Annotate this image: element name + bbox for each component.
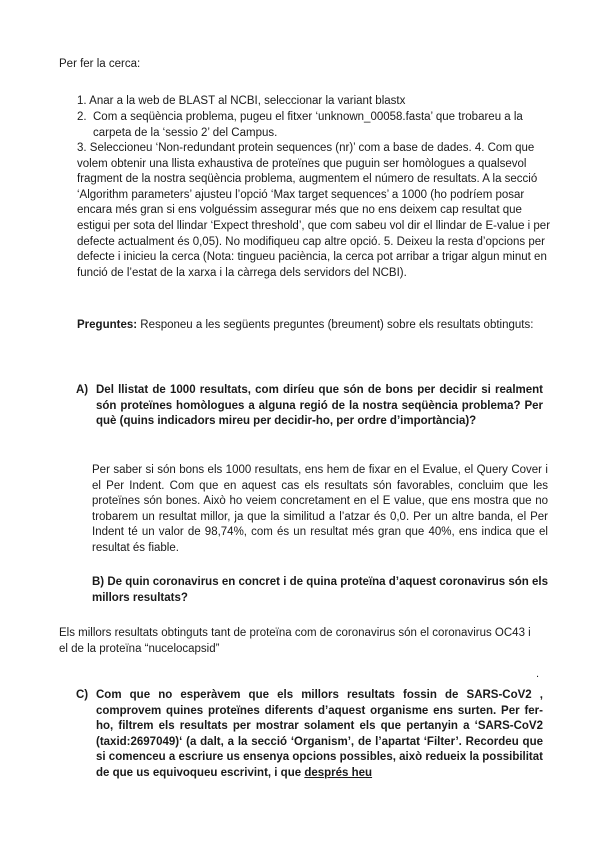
preguntes-paragraph (77, 318, 547, 334)
step-2-number: 2. (77, 111, 87, 123)
step-2 (77, 110, 557, 141)
intro-heading: Per fer la cerca: (59, 58, 141, 70)
question-a-text: Del llistat de 1000 resultats, com diríeu que són de bons per decidir si realment són proteïnes homòlogues a alguna regió de la nostra seqüència problema? Per què (quins indicadors mireu per decidir-ho, per ordre d’importància)? (96, 384, 543, 428)
question-b: B) De quin coronavirus en concret i de quina proteïna d’aquest coronavirus són els millors resultats? (92, 576, 548, 604)
preguntes-label: Preguntes: (77, 319, 138, 331)
question-c-underlined: després heu (304, 766, 373, 779)
answer-b: Els millors resultats obtinguts tant de proteïna com de coronavirus són el coronavirus OC43 i el de la proteïna “nucelocapsid” (59, 627, 531, 655)
question-c-letter: C) (76, 689, 89, 701)
step-1-number: 1. (77, 95, 87, 107)
step-1-text: Anar a la web de BLAST al NCBI, seleccionar la variant blastx (89, 95, 406, 107)
stray-dot: . (536, 668, 540, 680)
question-a (76, 383, 545, 430)
preguntes-text: Responeu a les següents preguntes (breument) sobre els resultats obtinguts: (137, 319, 534, 331)
step-1 (77, 94, 557, 110)
step-2-text: Com a seqüència problema, pugeu el fitxer ‘unknown_00058.fasta’ que trobareu a la carpeta de la ‘sessio 2’ del Campus. (93, 111, 523, 139)
answer-a: Per saber si són bons els 1000 resultats, ens hem de fixar en el Evalue, el Query Cover i el Per Indent. Com que en aquest cas els resultats són favorables, concluim que les proteïnes són bones. Això ho veiem concretament en el E value, que ens mostra que no trobarem un resultat millor, ja que la similitud a l’atzar és 0,0. Per un altre banda, el Per Indent té un valor de 98,74%, com és un resultat més gran que 40%, ens indica que el resultat és fiable. (92, 464, 548, 554)
question-c-body (96, 688, 543, 782)
step-3-paragraph: 3. Seleccioneu ‘Non-redundant protein sequences (nr)’ com a base de dades. 4. Com que volem obtenir una llista exhaustiva de proteïnes que puguin ser homòlogues a qualsevol fragment de la nostra seqüència problema, augmentem el número de resultats. A la secció ‘Algorithm parameters’ ajusteu l’opció ‘Max target sequences’ a 1000 (ho podríem posar encara més gran si ens volguéssim assegurar més que no ens deixem cap resultat que estigui per sota del llindar ‘Expect threshold’, que com sabeu vol dir el llindar de E-value i per defecte actualment és 0,05). No modifiqueu cap altre opció. 5. Deixeu la resta d’opcions per defecte i inicieu la cerca (Nota: tingueu paciència, la cerca pot arribar a trigar algun minut en funció de l’estat de la xarxa i la càrrega dels servidors del NCBI). (77, 142, 551, 279)
question-c-text: Com que no esperàvem que els millors resultats fossin de SARS-CoV2 , comprovem quines proteïnes diferents d’aquest organisme ens surten. Per fer-ho, filtrem els resultats per mostrar solament els que pertanyin a ‘SARS-CoV2 (taxid:2697049)‘ (a dalt, a la secció ‘Organism’, de l’apartat ‘Filter’. Recordeu que si comenceu a escriure us ensenya opcions possibles, això redueix la possibilitat de que us equivoqueu escrivint, i que (96, 689, 543, 779)
question-c (76, 688, 545, 782)
question-a-letter: A) (76, 384, 89, 396)
